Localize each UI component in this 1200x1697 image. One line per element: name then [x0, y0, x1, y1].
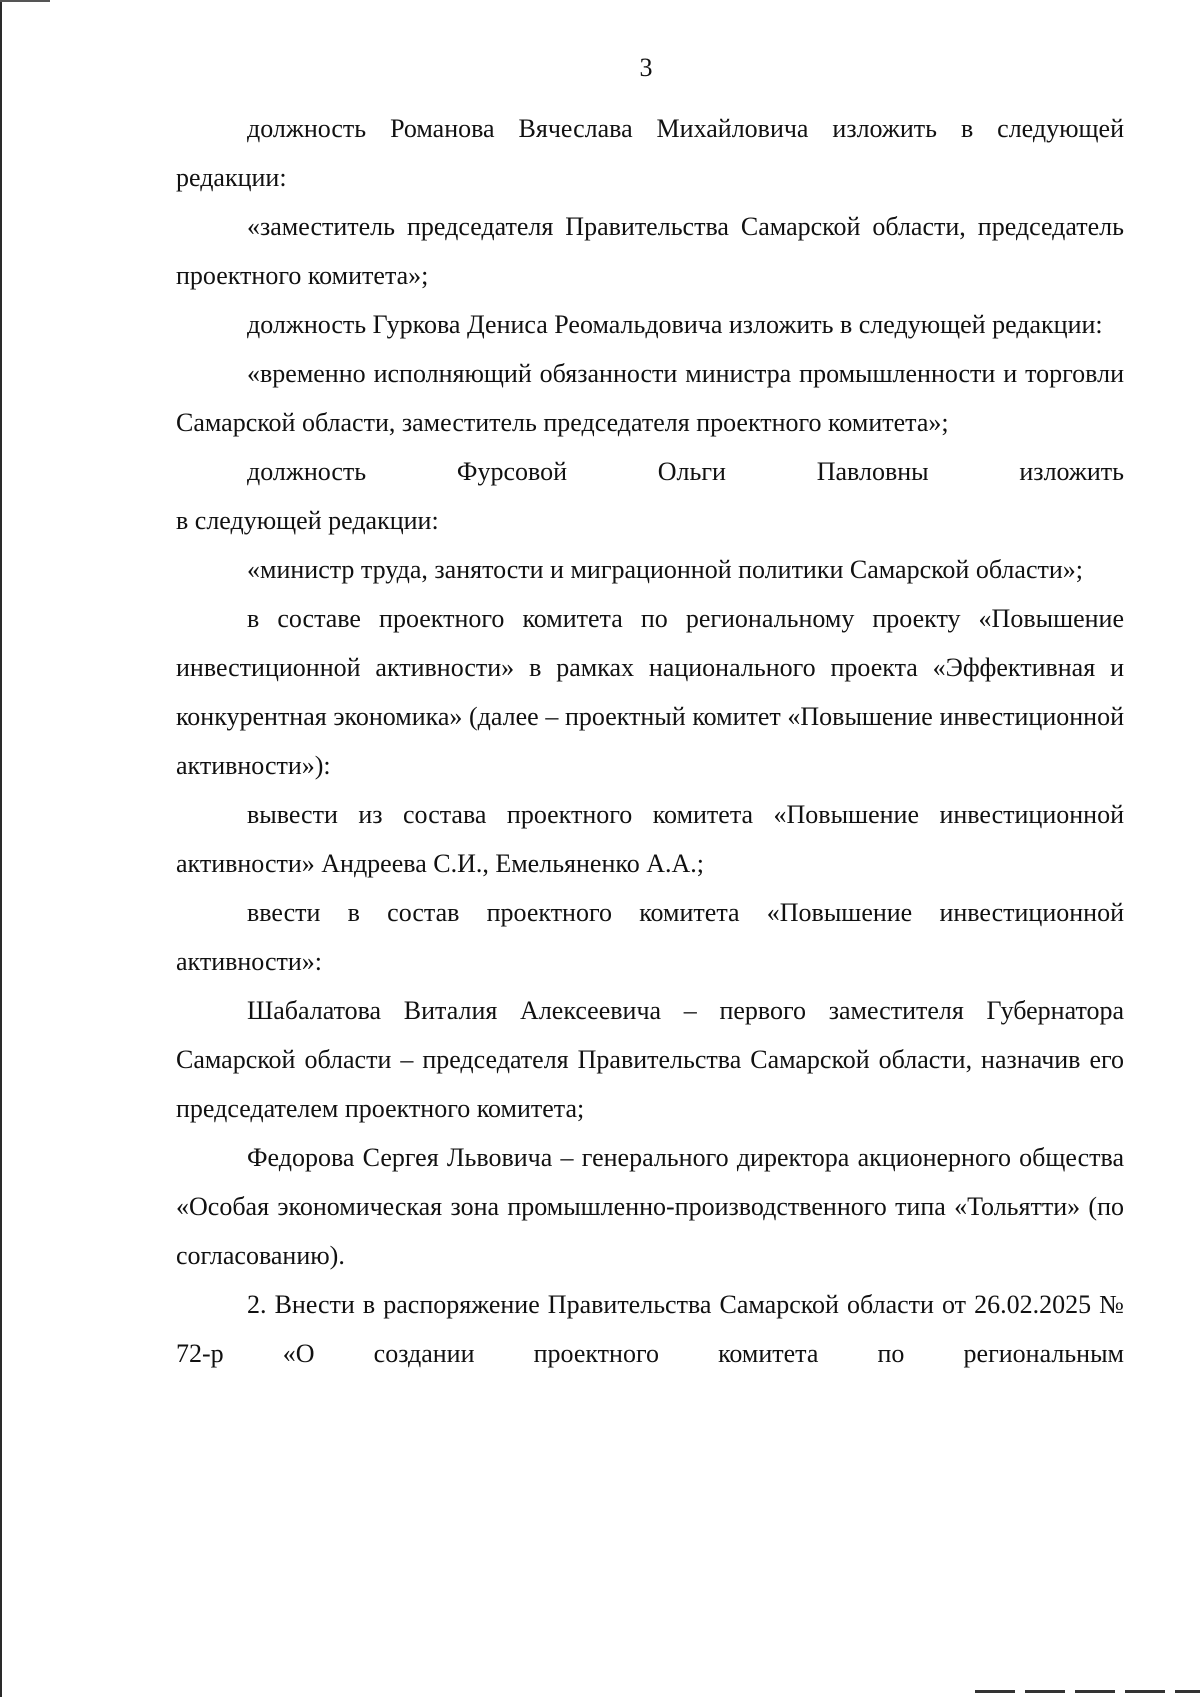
paragraph-fedorov: Федорова Сергея Львовича – генерального директора акционерного общества «Особая экономическая зона промышленно-производственного типа «Тольятти» (по согласованию). [176, 1143, 1124, 1270]
paragraph-shabalatov: Шабалатова Виталия Алексеевича – первого заместителя Губернатора Самарской области – председателя Правительства Самарской области, назначив его председателем проектного комитета; [176, 996, 1124, 1123]
scan-bottom-marks [975, 1690, 1200, 1693]
paragraph-add-members: ввести в состав проектного комитета «Повышение инвестиционной активности»: [176, 898, 1124, 976]
paragraph-romanov-new-title: «заместитель председателя Правительства Самарской области, председатель проектного комитета»; [176, 212, 1124, 290]
scan-left-edge [0, 0, 2, 1697]
paragraph-investment-committee: в составе проектного комитета по региональному проекту «Повышение инвестиционной активности» в рамках национального проекта «Эффективная и конкурентная экономика» (далее – проектный комитет «Повышение инвестиционной активности»): [176, 604, 1124, 780]
page-number: 3 [639, 53, 653, 82]
paragraph-fursova-new-title: «министр труда, занятости и миграционной политики Самарской области»; [247, 555, 1083, 584]
document-body [176, 104, 1124, 1378]
paragraph-item-2: 2. Внести в распоряжение Правительства Самарской области от 26.02.2025 № 72-р «О создании проектного комитета по региональным [176, 1290, 1124, 1368]
paragraph-gurkov-position: должность Гуркова Дениса Реомальдовича изложить в следующей редакции: [247, 310, 1103, 339]
paragraph-fursova-position-continued: в следующей редакции: [176, 506, 439, 535]
paragraph-romanov-position: должность Романова Вячеслава Михайловича изложить в следующей редакции: [176, 114, 1124, 192]
scan-top-mark [0, 0, 50, 2]
paragraph-remove-members: вывести из состава проектного комитета «Повышение инвестиционной активности» Андреева С.И., Емельяненко А.А.; [176, 800, 1124, 878]
paragraph-gurkov-new-title: «временно исполняющий обязанности министра промышленности и торговли Самарской области, заместитель председателя проектного комитета»; [176, 359, 1124, 437]
paragraph-fursova-position: должность Фурсовой Ольги Павловны изложить [247, 457, 1124, 486]
